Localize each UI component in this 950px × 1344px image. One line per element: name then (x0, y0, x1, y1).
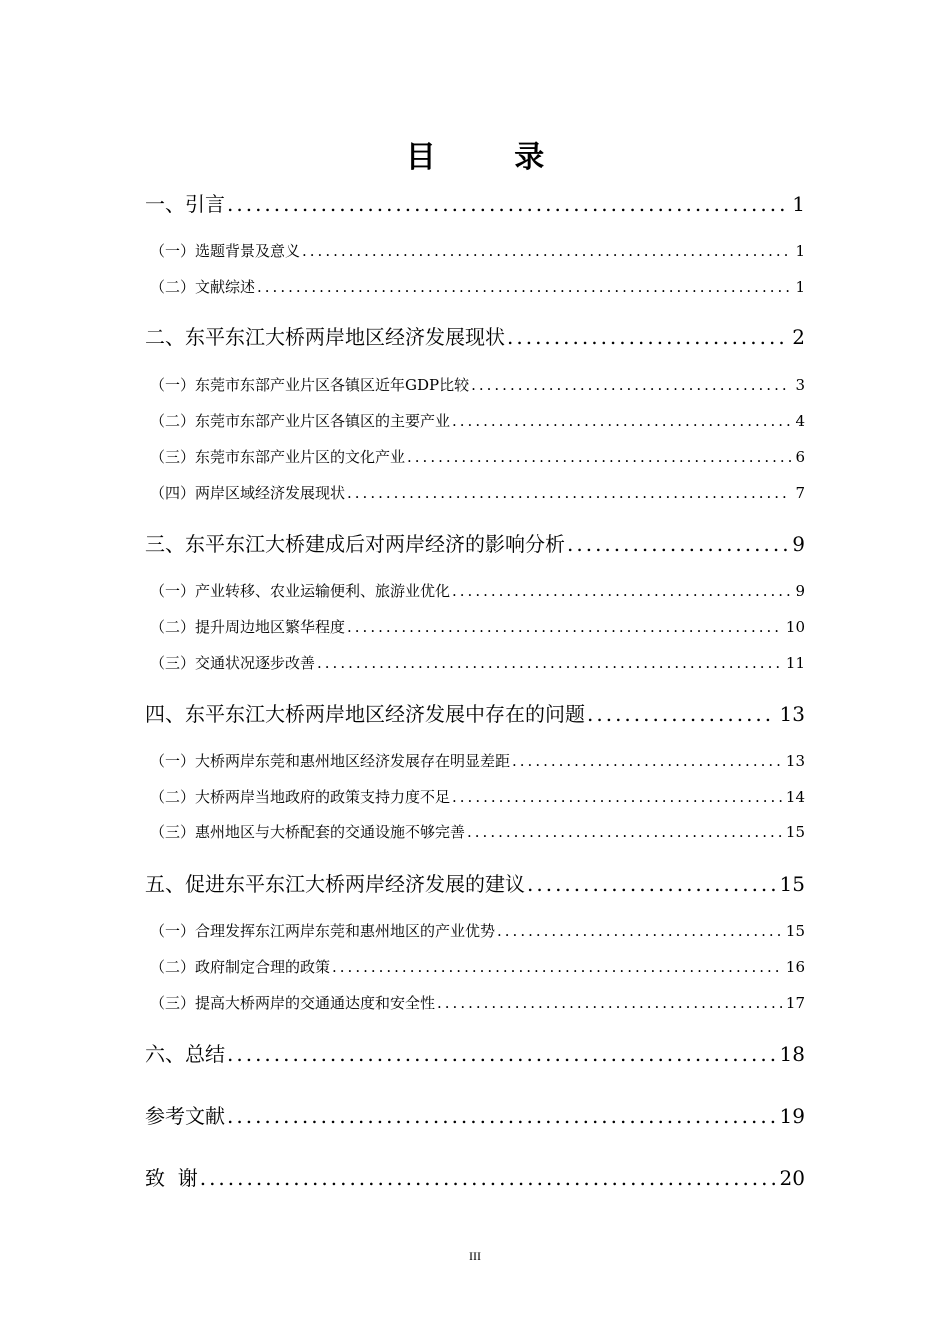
toc-entry-label: （一）产业转移、农业运输便利、旅游业优化 (150, 582, 451, 600)
toc-entry-page: 11 (785, 654, 805, 672)
toc-entry-page: 15 (779, 872, 805, 896)
toc-entry[interactable] (145, 321, 805, 350)
toc-entry-label: （二）政府制定合理的政策 (150, 958, 331, 976)
dot-leader (257, 278, 791, 296)
toc-entry-page: 7 (795, 484, 805, 502)
toc-entry-page: 9 (792, 532, 805, 556)
dot-leader (437, 994, 782, 1012)
toc-entry-page: 2 (792, 325, 805, 349)
toc-entry-page: 20 (779, 1166, 805, 1190)
toc-entry-label: 四、东平东江大桥两岸地区经济发展中存在的问题 (145, 702, 585, 726)
toc-entry[interactable] (150, 240, 805, 261)
toc-entry-label: 三、东平东江大桥建成后对两岸经济的影响分析 (145, 532, 565, 556)
toc-entry[interactable] (145, 188, 805, 217)
toc-entry-label: （四）两岸区域经济发展现状 (150, 484, 346, 502)
dot-leader (512, 752, 782, 770)
toc-entry-label: 参考文献 (145, 1104, 225, 1128)
toc-entry[interactable] (145, 528, 805, 557)
dot-leader (452, 412, 791, 430)
dot-leader (527, 872, 776, 896)
toc-entry[interactable] (150, 786, 805, 807)
toc-entry-label: 一、引言 (145, 192, 225, 216)
toc-entry[interactable] (150, 374, 805, 395)
toc-entry-label: （三）提高大桥两岸的交通通达度和安全性 (150, 994, 436, 1012)
dot-leader (467, 823, 782, 841)
toc-entry[interactable] (150, 616, 805, 637)
toc-entry[interactable] (150, 956, 805, 977)
toc-entry-page: 1 (792, 192, 805, 216)
toc-entry-page: 16 (785, 958, 805, 976)
toc-entry[interactable] (150, 652, 805, 673)
toc-entry-page: 15 (785, 922, 805, 940)
toc-entry[interactable] (150, 992, 805, 1013)
dot-leader (347, 618, 782, 636)
toc-entry[interactable] (145, 1100, 805, 1129)
toc-entry[interactable] (150, 410, 805, 431)
toc-entry-label: （三）东莞市东部产业片区的文化产业 (150, 448, 406, 466)
toc-entry[interactable] (150, 750, 805, 771)
dot-leader (452, 582, 791, 600)
dot-leader (227, 1042, 776, 1066)
toc-entry-page: 17 (785, 994, 805, 1012)
toc-entry-label: （二）文献综述 (150, 278, 256, 296)
toc-entry-page: 19 (779, 1104, 805, 1128)
toc-entry-label: （一）合理发挥东江两岸东莞和惠州地区的产业优势 (150, 922, 496, 940)
toc-entry-label: （一）选题背景及意义 (150, 242, 301, 260)
page-number: III (469, 1249, 481, 1263)
toc-entry[interactable] (145, 1162, 805, 1191)
toc-entry-label: 二、东平东江大桥两岸地区经济发展现状 (145, 325, 505, 349)
toc-entry[interactable] (150, 821, 805, 842)
dot-leader (497, 922, 782, 940)
toc-entry-page: 1 (795, 278, 805, 296)
dot-leader (317, 654, 782, 672)
toc-entry-label: （二）大桥两岸当地政府的政策支持力度不足 (150, 788, 451, 806)
toc-entry-page: 13 (785, 752, 805, 770)
toc-entry-page: 14 (785, 788, 805, 806)
toc-entry-page: 1 (795, 242, 805, 260)
toc-entry-page: 15 (785, 823, 805, 841)
toc-entry-label: （二）东莞市东部产业片区各镇区的主要产业 (150, 412, 451, 430)
dot-leader (227, 1104, 776, 1128)
toc-entry[interactable] (150, 446, 805, 467)
toc-entry-label: 五、促进东平东江大桥两岸经济发展的建议 (145, 872, 525, 896)
dot-leader (471, 376, 791, 394)
dot-leader (347, 484, 791, 502)
toc-entry-label: （二）提升周边地区繁华程度 (150, 618, 346, 636)
toc-entry-page: 9 (795, 582, 805, 600)
toc-entry[interactable] (150, 920, 805, 941)
toc-entry-page: 18 (779, 1042, 805, 1066)
toc-entry-label: 致 谢 (145, 1166, 198, 1190)
toc-entry-label: 六、总结 (145, 1042, 225, 1066)
dot-leader (332, 958, 782, 976)
toc-entry[interactable] (145, 1038, 805, 1067)
toc-entry[interactable] (150, 482, 805, 503)
toc-entry-label: （一）大桥两岸东莞和惠州地区经济发展存在明显差距 (150, 752, 511, 770)
toc-entry[interactable] (150, 276, 805, 297)
dot-leader (407, 448, 791, 466)
dot-leader (227, 192, 788, 216)
toc-entry-page: 3 (795, 376, 805, 394)
toc-entry-page: 10 (785, 618, 805, 636)
dot-leader (587, 702, 776, 726)
page-title: 目 录 (405, 140, 579, 175)
dot-leader (507, 325, 788, 349)
dot-leader (200, 1166, 776, 1190)
toc-entry-page: 6 (795, 448, 805, 466)
toc-entry[interactable] (150, 580, 805, 601)
toc-entry-label: （三）交通状况逐步改善 (150, 654, 316, 672)
dot-leader (452, 788, 782, 806)
toc-entry[interactable] (145, 868, 805, 897)
dot-leader (567, 532, 788, 556)
toc-entry-label: （一）东莞市东部产业片区各镇区近年GDP比较 (150, 376, 470, 394)
toc-entry-page: 4 (795, 412, 805, 430)
dot-leader (302, 242, 791, 260)
toc-entry[interactable] (145, 698, 805, 727)
toc-entry-label: （三）惠州地区与大桥配套的交通设施不够完善 (150, 823, 466, 841)
toc-entry-page: 13 (779, 702, 805, 726)
